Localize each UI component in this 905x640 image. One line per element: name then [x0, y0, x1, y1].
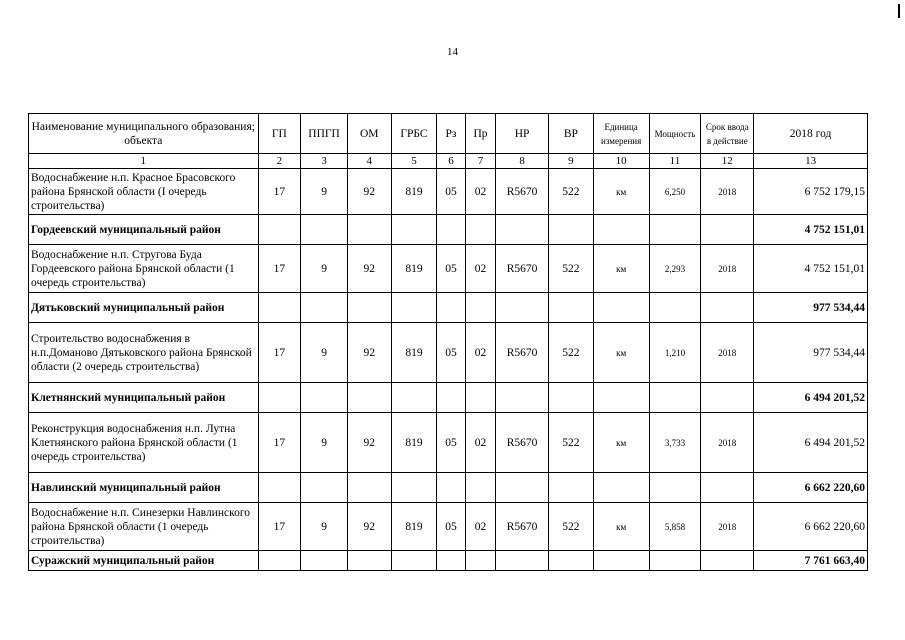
- cell-amount: 6 662 220,60: [754, 503, 868, 551]
- header-unit: Единица измерения: [593, 114, 649, 154]
- cell-vr: 522: [549, 245, 594, 293]
- cell-gp: 17: [258, 169, 301, 215]
- header-rz: Рз: [437, 114, 465, 154]
- cell-rz: 05: [437, 413, 465, 473]
- column-number: 9: [549, 154, 594, 169]
- column-number: 6: [437, 154, 465, 169]
- cell-unit: км: [593, 245, 649, 293]
- cell-pr: 02: [465, 503, 495, 551]
- cell-ppgp: 9: [301, 245, 348, 293]
- cell-rz: 05: [437, 245, 465, 293]
- cell-ppgp: 9: [301, 413, 348, 473]
- cell-gp: 17: [258, 413, 301, 473]
- column-number: 7: [465, 154, 495, 169]
- header-row: [29, 114, 868, 154]
- cell-capacity: 6,250: [649, 169, 701, 215]
- table-row-district: [29, 293, 868, 323]
- header-gp: ГП: [258, 114, 301, 154]
- district-amount: 4 752 151,01: [754, 215, 868, 245]
- header-term: Срок ввода в действие: [701, 114, 754, 154]
- district-amount: 977 534,44: [754, 293, 868, 323]
- cell-om: 92: [347, 323, 391, 383]
- cell-ppgp: 9: [301, 169, 348, 215]
- cell-gp: 17: [258, 503, 301, 551]
- cell-pr: 02: [465, 323, 495, 383]
- district-amount: 6 494 201,52: [754, 383, 868, 413]
- column-number: 10: [593, 154, 649, 169]
- table-row-object: [29, 503, 868, 551]
- cell-ppgp: 9: [301, 323, 348, 383]
- cell-vr: 522: [549, 323, 594, 383]
- table-row-object: [29, 245, 868, 293]
- cell-unit: км: [593, 413, 649, 473]
- cell-nr: R5670: [496, 169, 549, 215]
- cell-grbs: 819: [391, 323, 437, 383]
- header-capacity: Мощность: [649, 114, 701, 154]
- column-number: 4: [347, 154, 391, 169]
- table-row-object: [29, 323, 868, 383]
- cell-amount: 6 494 201,52: [754, 413, 868, 473]
- cell-capacity: 2,293: [649, 245, 701, 293]
- column-number: 12: [701, 154, 754, 169]
- table-row-district: [29, 215, 868, 245]
- district-amount: 7 761 663,40: [754, 551, 868, 571]
- cell-unit: км: [593, 323, 649, 383]
- cell-rz: 05: [437, 169, 465, 215]
- cell-term: 2018: [701, 245, 754, 293]
- cell-grbs: 819: [391, 169, 437, 215]
- table-row-district: [29, 383, 868, 413]
- cell-pr: 02: [465, 413, 495, 473]
- cell-amount: 6 752 179,15: [754, 169, 868, 215]
- cell-amount: 977 534,44: [754, 323, 868, 383]
- header-om: ОМ: [347, 114, 391, 154]
- cell-term: 2018: [701, 169, 754, 215]
- table-row-district: [29, 473, 868, 503]
- column-number: 13: [754, 154, 868, 169]
- district-name: Суражский муниципальный район: [29, 551, 259, 571]
- header-name: Наименование муниципального образования; объекта: [29, 114, 259, 154]
- cell-nr: R5670: [496, 323, 549, 383]
- cell-vr: 522: [549, 413, 594, 473]
- column-number-row: [29, 154, 868, 169]
- cell-om: 92: [347, 503, 391, 551]
- cell-nr: R5670: [496, 245, 549, 293]
- page-number: 14: [447, 46, 458, 58]
- cell-amount: 4 752 151,01: [754, 245, 868, 293]
- cell-ppgp: 9: [301, 503, 348, 551]
- header-vr: ВР: [549, 114, 594, 154]
- cell-om: 92: [347, 245, 391, 293]
- cell-om: 92: [347, 413, 391, 473]
- table-row-district: [29, 551, 868, 571]
- object-name: Реконструкция водоснабжения н.п. Лутна Клетнянского района Брянской области (1 очередь строительства): [29, 413, 259, 473]
- column-number: 8: [496, 154, 549, 169]
- cell-rz: 05: [437, 503, 465, 551]
- column-number: 2: [258, 154, 301, 169]
- cell-grbs: 819: [391, 413, 437, 473]
- object-name: Водоснабжение н.п. Синезерки Навлинского района Брянской области (1 очередь строительства): [29, 503, 259, 551]
- cell-rz: 05: [437, 323, 465, 383]
- column-number: 5: [391, 154, 437, 169]
- object-name: Водоснабжение н.п. Стругова Буда Гордеевского района Брянской области (1 очередь строительства): [29, 245, 259, 293]
- cell-grbs: 819: [391, 503, 437, 551]
- cell-unit: км: [593, 169, 649, 215]
- scan-mark: [898, 4, 900, 18]
- cell-term: 2018: [701, 323, 754, 383]
- cell-term: 2018: [701, 503, 754, 551]
- cell-gp: 17: [258, 245, 301, 293]
- cell-pr: 02: [465, 169, 495, 215]
- object-name: Строительство водоснабжения в н.п.Доманово Дятьковского района Брянской области (2 очередь строительства): [29, 323, 259, 383]
- object-name: Водоснабжение н.п. Красное Брасовского района Брянской области (I очередь строительства): [29, 169, 259, 215]
- header-grbs: ГРБС: [391, 114, 437, 154]
- district-amount: 6 662 220,60: [754, 473, 868, 503]
- district-name: Дятьковский муниципальный район: [29, 293, 259, 323]
- cell-capacity: 3,733: [649, 413, 701, 473]
- header-ppgp: ППГП: [301, 114, 348, 154]
- header-year: 2018 год: [754, 114, 868, 154]
- cell-unit: км: [593, 503, 649, 551]
- cell-nr: R5670: [496, 503, 549, 551]
- cell-vr: 522: [549, 503, 594, 551]
- column-number: 3: [301, 154, 348, 169]
- column-number: 11: [649, 154, 701, 169]
- cell-grbs: 819: [391, 245, 437, 293]
- header-pr: Пр: [465, 114, 495, 154]
- column-number: 1: [29, 154, 259, 169]
- cell-gp: 17: [258, 323, 301, 383]
- cell-capacity: 5,858: [649, 503, 701, 551]
- district-name: Навлинский муниципальный район: [29, 473, 259, 503]
- table-row-object: [29, 413, 868, 473]
- cell-capacity: 1,210: [649, 323, 701, 383]
- header-nr: НР: [496, 114, 549, 154]
- district-name: Клетнянский муниципальный район: [29, 383, 259, 413]
- cell-vr: 522: [549, 169, 594, 215]
- cell-term: 2018: [701, 413, 754, 473]
- cell-om: 92: [347, 169, 391, 215]
- table-row-object: [29, 169, 868, 215]
- cell-pr: 02: [465, 245, 495, 293]
- cell-nr: R5670: [496, 413, 549, 473]
- budget-table: [28, 113, 868, 571]
- district-name: Гордеевский муниципальный район: [29, 215, 259, 245]
